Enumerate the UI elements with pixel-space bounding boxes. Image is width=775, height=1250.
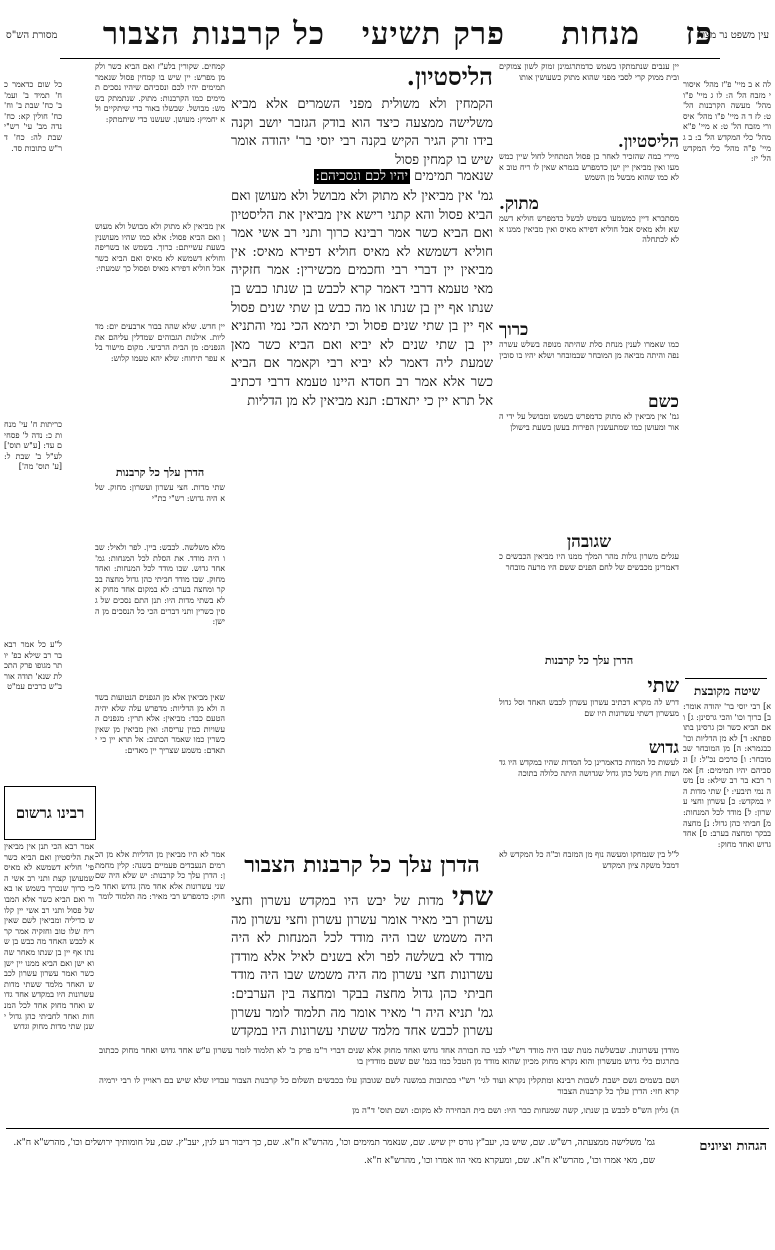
- masoret-hashas-label: מסורת הש"ס: [6, 30, 58, 41]
- tosafot-heading-shuvchan: שגובהן: [566, 532, 612, 552]
- rashi-text: קמחים. שקורין בלע"ז ואם הביא כשר ולקמן מפרש: יין שיש בו קמחין פסול שנאמר תמימים יהיו לכם ונסכיהם שיהיו נסכים תמימים כמו הקרבנות: מתוק. שנתמתק בשמש: מבושל. שבשלו באור כדי שיתקיים ולא יחמיץ: מעושן. שעשנו כדי שיתמתק:: [95, 62, 225, 124]
- tosafot-text: גמ' אין מביאין לא מתוק כדמפרש בשמש ומבושל על ידי האור ומעושן כמו שמתעשנין הפירות בעשן בשעת בישולן: [499, 412, 679, 432]
- gemara-highlight-line: [231, 168, 493, 188]
- gemara-paragraph: גמ' אין מביאין לא מתוק ולא מבושל ולא מעושן ואם הביא פסול והא קתני רישא אין מביאין את הליסטיון ואם הביא כשר אמר רבינא כרוך ותני רב אשי אמר חוליא דשמשא לא מאיס חוליא דפירא מאיס: אין מביאין יין דברי רבי וחכמים מכשירין: אמר חזקיה מאי טעמא דרבי דאמר קרא לכבש בן שנתו כבש בן שנתו אף יין בן שנתו או מה כבש בן שתי שנים פסול אף יין בן שתי שנים פסול וכי תימא הכי נמי והתניא יין בן שתי שנים לא יביא ואם הביא כשר מאן שמעת ליה דאמר לא יביא רבי וקאמר אם הביא כשר אלא אמר רב חסדא היינו טעמא דרבי דכתיב אל תרא יין כי יתאדם: תנא מביאין לא מן הדליות: [231, 189, 493, 409]
- chapter-name: כל קרבנות הצבור: [102, 16, 325, 52]
- rabbenu-gershom-label: רבינו גרשום: [15, 803, 85, 822]
- mishnah-block: [231, 888, 493, 1038]
- gemara-column: [231, 62, 493, 842]
- rabbenu-gershom-box: [4, 786, 96, 840]
- tosafot-text: יין ענבים שנתמתקו בשמש כדמתרגמינן זמוק לשון צמוקים ובית ממוק קרי לסבי מפני שהוא מתוק כשעושין אותו: [499, 62, 679, 82]
- footer-rule: [6, 1128, 769, 1129]
- tosafot-text: עגלים משרון גולות מהר המלך ממנו היו מביאין הכבשים כדאמרינן מכבשים של לחם הפנים ששם היו מרעה מובחר: [499, 552, 679, 572]
- chapter-title: פרק תשיעי: [361, 16, 505, 52]
- tosafot-heading-kshem: כשם: [648, 392, 679, 412]
- mishnah-body: מדות של יבש היו במקדש עשרון וחצי עשרון רבי מאיר אומר עשרון עשרון וחצי עשרון מה היה משמש שבו היה מודד לכל המנחות לא היה מודד לא בשלשה לפר ולא בשנים לאיל אלא מודדן עשרונות חצי עשרון מה היה משמש שבו היה מודד חביתי כהן גדול מחצה בבקר ומחצה בין הערבים: גמ' תניא היה ר' מאיר אומר מה תלמוד לומר עשרון עשרון לכבש אחד מלמד ששתי עשרונות היו במקדש: [231, 894, 493, 1038]
- rashi-text: יין חדש. שלא שהה בבור ארבעים יום: מדליות. אילנות הגבוהים שמדלין עליהם את הגפנים: מן הבית הרביעי. מקום מישור בלא עפר תיחוח: שלא יהא טעמו קלוש:: [95, 322, 225, 363]
- tosafot-hadran: הדרן עלך כל קרבנות: [544, 654, 634, 667]
- tosafot-heading-gadush: גדוש: [648, 738, 679, 758]
- tosafot-text: כמו שאמרו לענין מנחת סלת שהיתה מנופה בשלש עשרה נפה והיתה מביאה מן המובחר שבמובחר ושלא יהיו בו סובין: [499, 340, 679, 360]
- rashi-continuation: אמר לא היו מביאין מן הדליות אלא מן הכרמים הנעבדים פעמיים בשנה: קלין מחמתן: הדרן עלך כל קרבנות: יש שלא היה שם שני עשרונות אלא אחד מהן גדוש ואחד מחוק: כדמפרש רבי מאיר: מה תלמוד לומר: [95, 850, 225, 902]
- header-rule: [60, 58, 720, 59]
- bottom-commentary: מודדן עשרונות. שבשלשה מנות שבו היה מודד רש"י לבני כה חבורה אחד גדוש ואחד מחוק אלא שנים דברי ר"מ פרק כ' לא תלמוד לומר עשרון ע"ש אחד גדוש ואחד מחוק ככתוב בתרגום כלי גדוש מעשרון והוא נקרא מחוק מכיון שהוא מודד מן הטבל כמו בגמ' שם ששם מודדין בו: [99, 1046, 679, 1067]
- tosafot-heading-matok: מתוק.: [499, 194, 539, 214]
- rashi-text: שתי מדות. חצי עשרון ועשרון: מחוק. שלא היה גדוש: רש"י כת"י: [95, 483, 225, 503]
- glosses-line: גמ' משלישה ממצעתה, רש"ש. שם, שיש בו, יעב"ץ גורס יין שיש. שם, שנאמר תמימים וכו', מהרש"א ח"א. שם, כך דיבור רע לנין, יעב"ץ. שם, על חומותיך ירושלים וכו', מהרש"א ח"א.: [13, 1138, 655, 1148]
- shita-rule: [685, 678, 767, 679]
- gemara-paragraph: הקמחין ולא משולית מפני השמרים אלא מביא משלישה ממצעה כיצד הוא בודק הגזבר יושב וקנה בידו זרק הגיר הקיש בקנה רבי יוסי בר' יהודה אומר שיש בו קמחין פסול: [231, 97, 493, 168]
- glosses-label: הגהות וציונים: [699, 1139, 767, 1154]
- rashi-hadran: הדרן עלך כל קרבנות: [115, 466, 205, 479]
- mishnah-text: [231, 888, 493, 1038]
- rabbenu-gershom-text: אמר רבא הכי תנן אין מביאין את הליסטיון ואם הביא כשר פי' חוליא דשמשא לא מאיס שמעושן קצת ותני רב אשי הכי כרוך שנכרך בשמש או באור ואם הביא כשר אלא המבושל פסול ותני רב אשי יין קלוש כדיליה ומביאין לשם שאין ריח שלו טוב וחזקיה אמר קרא לכבש האחד מה כבש בן שנתו אף יין בן שנתו מאחר שהוא ישן ואם הביא ממנו יין ישן כשר ואמר עשרון עשרון לכבש האחד מלמד ששתי מדות עשרונות היו במקדש אחד גדוש ואחד מחוק אחד לכל המנחות ואחד לחביתי כהן גדול ישנן שתי מדות מחוק וגדוש: [4, 842, 94, 1032]
- mishnah-opening-word: שתי: [451, 888, 493, 912]
- shita-mekubetzet-text: א] רבי יוסי בר' יהודה אומר: ב] כרוך וכו' והכי גרסינן: ג] ואם הביא כשר וכן גרסינן בתוספתא: ד] לא מן הדליות וכו' כבגמרא: ה] מן המובחר שבמובחר: ו] כרכים נכ"ל: ז] ונסכיהם יהיו תמימים: ח] אמר רבא בר רב שילא: ט] משה נמי תיבעי: י] שתי מדות היו במקדש: כ] עשרון וחצי עשרון: ל] מודד לכל המנחות: מ] חביתי כהן גדול: נ] מחצה בבקר ומחצה בערב: ס] אחד גדוש ואחד מחוק:: [683, 702, 771, 849]
- rashi-text: שאין מביאין אלא מן הגפנים הנטועות בשדה ולא מן הדליות: מדפרש עלה שלא יהיה הטעם כבד: מביאין: אלא תרין: מגפנים העשויות כמין עריסה: ואין מביאין מן שאין כשרין כמו שאמר הכתוב: אל תרא יין כי יתאדם: משמע שצריך יין מאדים:: [95, 693, 225, 755]
- tosafot-text: מיירי במה שהזכיר לאחר כן פסול המתחיל לחול שיין כמשמעו ואין מביאין יין ישן כדמפרש בגמרא שאין לו ריח טוב אלא כמו שהוא מבשל מן השמש: [499, 152, 679, 183]
- rashi-column: [95, 62, 225, 842]
- main-hadran: הדרן עלך כל קרבנות הצבור: [244, 852, 480, 878]
- glosses-line: שם, מאי אמרו וכו', מהרש"א ח"א. שם, ומעקרא מאי הוו אמרו וכו', מהרש"א ח"א.: [364, 1156, 655, 1166]
- tractate-title: מנחות: [561, 16, 640, 52]
- rashi-text: מלא משלשה. לכבש: ביין. לפר ולאיל: שבו היה מודד. את הסלת לכל המנחות: גמ' אחד גדוש. שבו מודד לכל המנחות: ואחד מחוק. שבו מודד חביתי כהן גדול מחצה בבקר ומחצה בערב: לא במקום אחד מחוק אלא בשתי מדות היו: תנן התם נסכים של גסין כשרין ותני דברים הכי כל הנסכים מן הישן:: [95, 543, 225, 627]
- page-number: פז: [685, 16, 713, 52]
- tosafot-heading-karuch: כרוך: [499, 320, 529, 340]
- ein-mishpat-label: עין משפט נר מצוה: [696, 30, 769, 41]
- tosafot-text: מסתברא דיין כמשמעו בשמש לבשל כדמפרש חוליא דשמשא ולא מאיס אבל חוליא דפירא מאיס ואין מביאין ממנו אלא לכתחלה: [499, 214, 679, 245]
- tosafot-text: לעשות כל המדות כדאמרינן כל המדות שהיו במקדש היו גדושות חוץ משל כהן גדול שגדושה היתה כלולה בתוכה: [499, 758, 679, 778]
- rashi-text: אין מביאין לא מתוק ולא מבושל ולא מעושן ואם הביא פסול: אלא כמו שהיו מעושנין בשעת עשייתם: כרוך. בשמש או בשריפה וחוליא דשמשא לא מאיס ואם הביא כשר אבל חוליא דפירא מאיס ופסול כך שמעתי:: [95, 222, 225, 274]
- tosafot-column: [499, 62, 679, 842]
- gemara-opening-word: הליסטיון.: [406, 62, 493, 91]
- bottom-commentary: ושם בשמים גשם ישבת לשבות רבינא ומתקלין נקרא ועוד לגי' רש"י בכתובות במשנה לשם שגובהן עלו בכבשים תשלום כל קרבנות הצבור עבדיו שלא שיש בם ראויין לו רבי ירמיה קרא חזי: הדרן עלך כל קרבנות הצבור: [99, 1076, 679, 1097]
- tosafot-heading-liston: הליסטיון.: [617, 132, 679, 152]
- tosafot-heading-shtei: שתי: [647, 673, 679, 697]
- bottom-footnote: ה) גליון הש"ס לכבש בן שנתו, קשה שמנחות כבר היו: ושם בית הבחירה לא מקום: ושם תוס' ד"ה מן: [352, 1106, 679, 1116]
- masoret-hashas-column: כריתות ח' עי' מנחות כ: נדה ל' פסחים עד: [ע"ש תוס'] לע"ל ב' שבת ל: [ע' תוס' מה']: [4, 420, 62, 472]
- gemara-highlight-lead: שנאמר תמימים: [414, 169, 493, 184]
- tosafot-continuation: ל"ל בין שנמחקו ומעשה נוף מן המזבח וכ"ה כל המקדש לא דמכל משקה ציון המקדש: [499, 850, 679, 870]
- gemara-highlighted-phrase: יהיו לכם ונסכיהם:: [315, 169, 408, 184]
- tosafot-text: דרש לה מקרא דכתיב עשרון עשרון לכבש האחד וסל גדול מעשרון דשתי עשרונות היו שם: [499, 698, 679, 718]
- masoret-hashas-column: ל"ע כל אמר רבא בר רב שילא כפ' יותר מגופו פרק התכלת שנא' תודה אור ב"ש כרכים עמ"ט: [4, 640, 62, 692]
- ein-mishpat-column: לה א ב מיי' פ"ז מהל' איסורי מזבח הל' ה: לו ג מיי' פ"ו מהל' מעשה הקרבנות הל' ט: לז ד ה מיי' פ"ו מהל' איסורי מזבח הל' ט: א מיי' פ"א מהל' כלי המקדש הל' ב: ב ג מיי' פ"ה מהל' כלי המקדש הל' יז:: [683, 80, 771, 164]
- shita-mekubetzet-heading: שיטה מקובצת: [694, 684, 760, 698]
- masoret-hashas-column: כל שום כדאמר כח' תמיד ב' ועמ' ב' כח' שבת ב' וח' כח' חולין קא: כח' נדה מב' עי' רש"י שבת לה: כח' דר"ש כתובות סד.: [4, 80, 62, 153]
